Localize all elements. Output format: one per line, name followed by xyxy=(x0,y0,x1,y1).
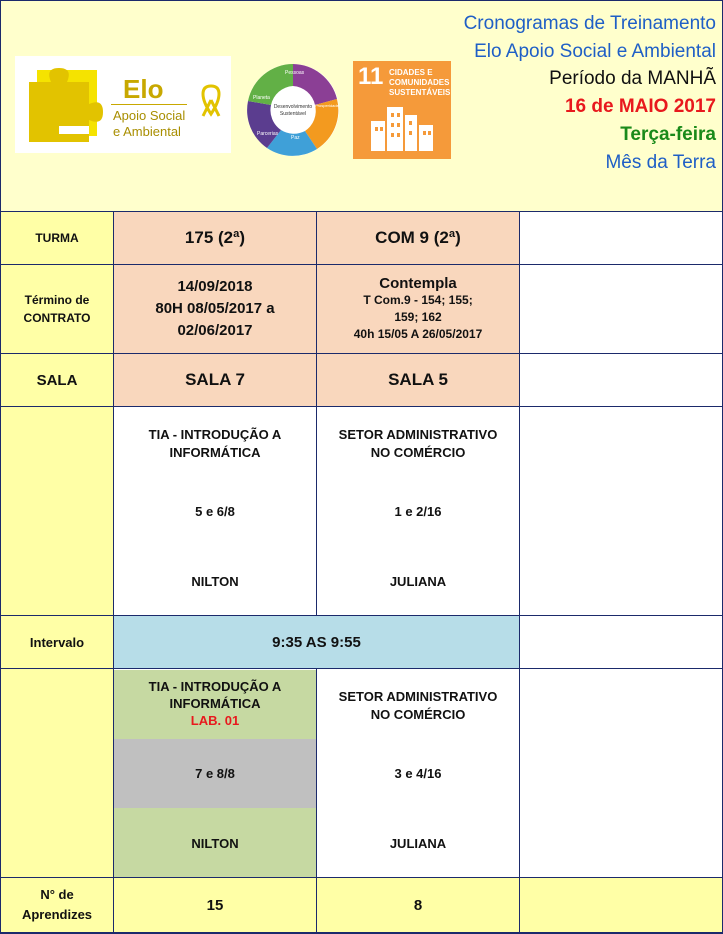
termino-com9-l1: Contempla xyxy=(379,275,457,292)
aula2-175-classes: 7 e 8/8 xyxy=(195,765,235,781)
header-date: 16 de MAIO 2017 xyxy=(564,96,716,117)
aula1-175-classes: 5 e 6/8 xyxy=(195,503,235,519)
aula2-175-instructor: NILTON xyxy=(191,835,239,851)
aprendizes-175: 15 xyxy=(114,878,317,933)
aula2-175-title-1: TIA - INTRODUÇÃO A xyxy=(148,678,282,694)
ds-label-pessoas: Pessoas xyxy=(285,70,305,76)
label-aprendizes xyxy=(1,878,114,933)
aula1-com9-title-2: NO COMÉRCIO xyxy=(370,444,466,460)
sdg-11-logo xyxy=(353,61,451,159)
aula2-175-title-block xyxy=(114,670,316,739)
ds-label-planeta: Planeta xyxy=(253,95,270,101)
aula1-175-title-2: INFORMÁTICA xyxy=(169,444,261,460)
aula2-175 xyxy=(114,669,317,878)
elo-logo xyxy=(15,56,231,153)
empty-cell xyxy=(520,669,723,878)
aprendizes-com9: 8 xyxy=(317,878,520,933)
empty-cell xyxy=(520,212,723,265)
aula2-com9 xyxy=(317,669,520,878)
elo-sub1: Apoio Social xyxy=(113,108,186,123)
empty-cell xyxy=(520,354,723,407)
aula2-com9-title-2: NO COMÉRCIO xyxy=(370,706,466,722)
aula1-175-instructor: NILTON xyxy=(191,573,239,589)
header-org: Elo Apoio Social e Ambiental xyxy=(474,41,716,62)
termino-175-l1: 14/09/2018 xyxy=(177,278,253,295)
label-aprendizes-2: Aprendizes xyxy=(21,907,93,922)
label-aula-2 xyxy=(1,669,114,878)
termino-175-l3: 02/06/2017 xyxy=(177,322,253,339)
ds-label-parcerias: Parcerias xyxy=(257,131,279,137)
aula2-175-instructor-block xyxy=(114,808,316,877)
header-weekday: Terça-feira xyxy=(620,124,716,145)
termino-com9 xyxy=(317,265,520,354)
header xyxy=(1,1,722,211)
city-buildings-icon xyxy=(353,61,451,159)
ods-text-1: CIDADES E xyxy=(389,68,433,77)
aula2-com9-classes: 3 e 4/16 xyxy=(394,765,442,781)
elo-name: Elo xyxy=(123,74,164,104)
label-turma: TURMA xyxy=(1,212,114,265)
aula1-com9-instructor: JULIANA xyxy=(389,573,447,589)
label-intervalo: Intervalo xyxy=(1,616,114,669)
ods-text-3: SUSTENTÁVEIS xyxy=(389,88,451,97)
termino-175 xyxy=(114,265,317,354)
termino-com9-l4: 40h 15/05 A 26/05/2017 xyxy=(353,327,483,341)
label-termino-2: CONTRATO xyxy=(23,311,91,325)
aula1-175 xyxy=(114,407,317,616)
header-theme: Mês da Terra xyxy=(605,152,716,173)
termino-com9-l3: 159; 162 xyxy=(394,310,442,324)
header-period: Período da MANHÃ xyxy=(549,68,716,89)
sala-175: SALA 7 xyxy=(114,354,317,407)
row-aula-2 xyxy=(1,669,723,878)
termino-175-l2: 80H 08/05/2017 a xyxy=(155,300,275,317)
row-intervalo xyxy=(1,616,723,669)
row-sala xyxy=(1,354,723,407)
elo-divider xyxy=(111,104,187,105)
turma-175: 175 (2ª) xyxy=(114,212,317,265)
ds-label-prosperidade: Prosperidade xyxy=(315,103,339,108)
turma-com9: COM 9 (2ª) xyxy=(317,212,520,265)
aula2-175-classes-block xyxy=(114,739,316,808)
ds-label-paz: Paz xyxy=(291,135,300,141)
sustainable-development-logo xyxy=(245,63,341,158)
elo-sub2: e Ambiental xyxy=(113,124,181,139)
aula2-175-title-2: INFORMÁTICA xyxy=(169,695,261,711)
header-title: Cronogramas de Treinamento xyxy=(463,13,716,34)
empty-cell xyxy=(520,616,723,669)
label-sala: SALA xyxy=(1,354,114,407)
row-turma xyxy=(1,212,723,265)
empty-cell xyxy=(520,265,723,354)
ods-number: 11 xyxy=(358,63,384,90)
aula2-com9-instructor: JULIANA xyxy=(389,835,447,851)
label-aula-1 xyxy=(1,407,114,616)
aula1-com9-title-1: SETOR ADMINISTRATIVO xyxy=(338,426,498,442)
aula1-175-title-1: TIA - INTRODUÇÃO A xyxy=(148,426,282,442)
label-aprendizes-1: N° de xyxy=(40,887,74,902)
ds-center-1: Desenvolvimento xyxy=(273,104,313,110)
row-aprendizes xyxy=(1,878,723,933)
row-aula-1 xyxy=(1,407,723,616)
sala-com9: SALA 5 xyxy=(317,354,520,407)
empty-cell xyxy=(520,407,723,616)
aula2-175-lab: LAB. 01 xyxy=(190,712,240,728)
label-termino-1: Término de xyxy=(24,293,90,307)
schedule-table xyxy=(0,211,723,933)
aula1-com9-classes: 1 e 2/16 xyxy=(394,503,442,519)
row-termino xyxy=(1,265,723,354)
aula1-com9 xyxy=(317,407,520,616)
intervalo-time: 9:35 AS 9:55 xyxy=(114,616,520,669)
ods-text-2: COMUNIDADES xyxy=(389,78,450,87)
aula2-com9-title-1: SETOR ADMINISTRATIVO xyxy=(338,688,498,704)
termino-com9-l2: T Com.9 - 154; 155; xyxy=(363,293,473,307)
ds-center-2: Sustentável xyxy=(279,111,307,117)
label-termino xyxy=(1,265,114,354)
empty-cell xyxy=(520,878,723,933)
